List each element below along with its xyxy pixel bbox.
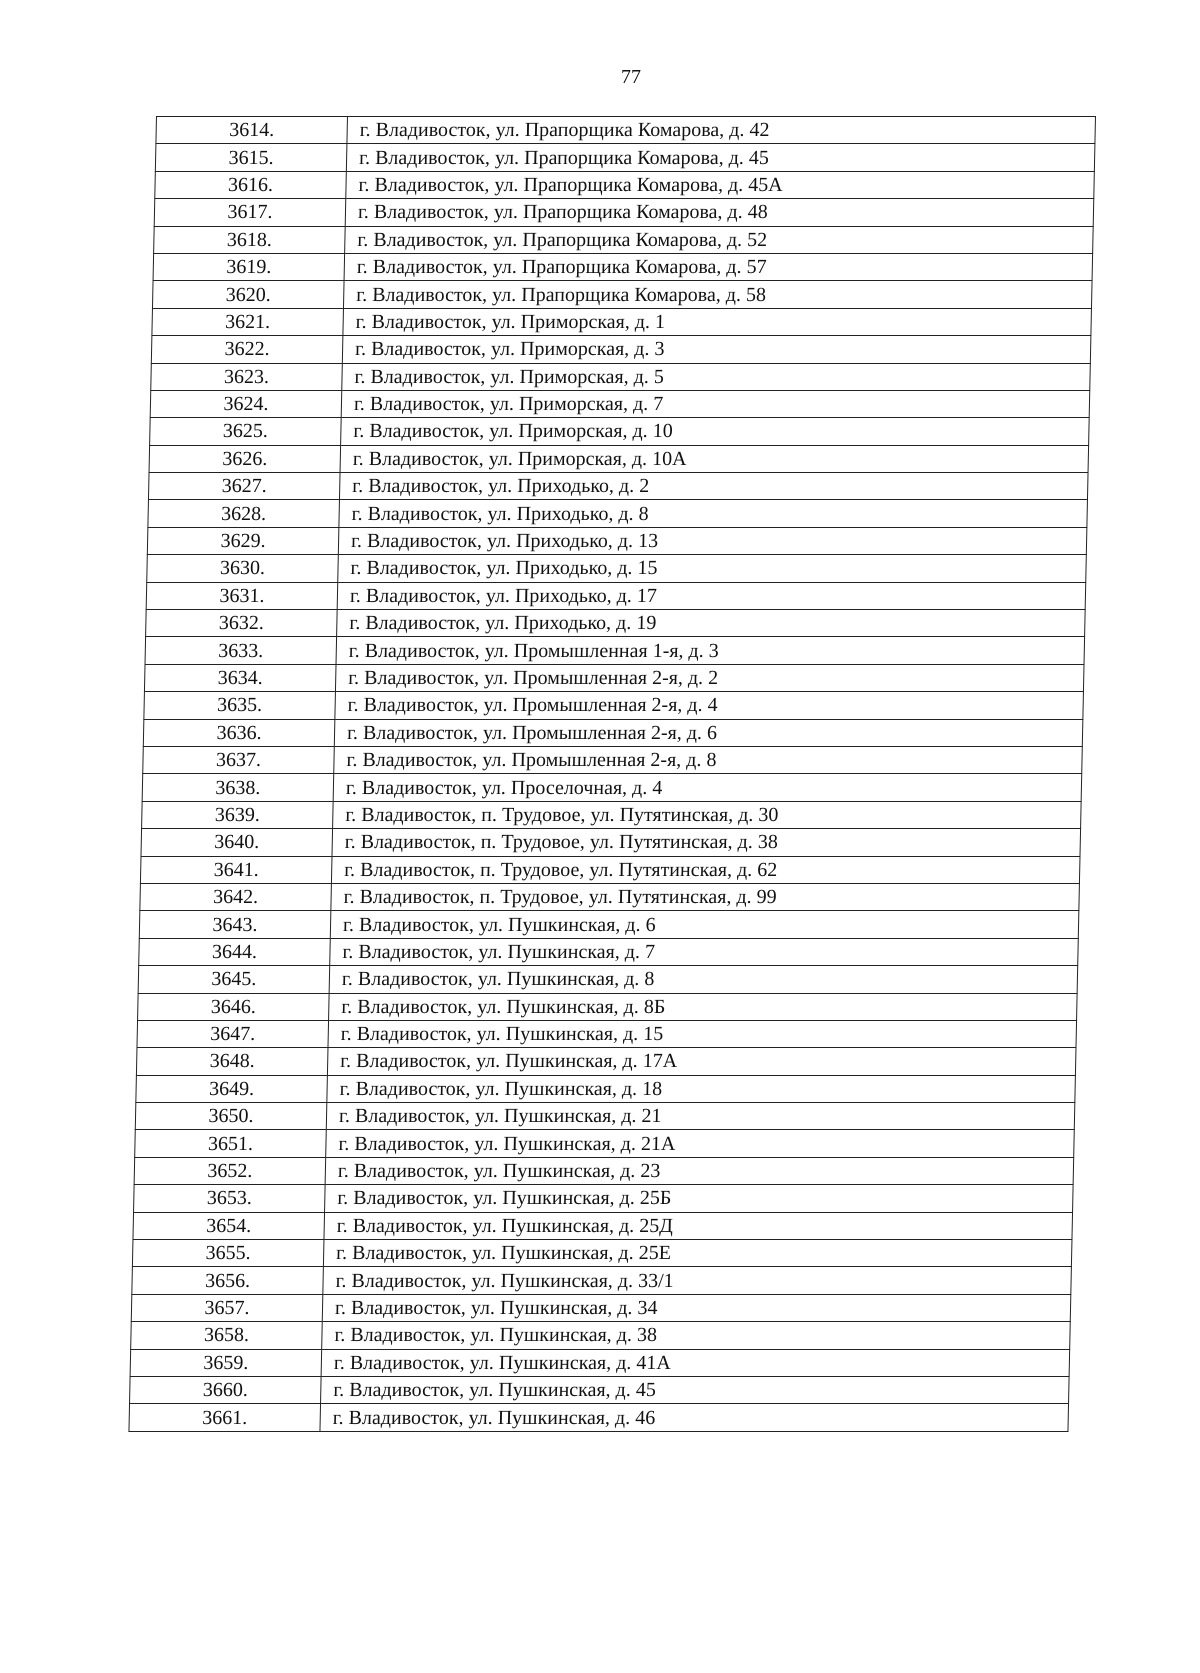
row-number-cell: 3654. [133, 1212, 325, 1239]
table-row [136, 1048, 1076, 1075]
address-cell: г. Владивосток, ул. Пушкинская, д. 41А [321, 1349, 1070, 1376]
address-cell: г. Владивосток, ул. Прапорщика Комарова, д. 58 [343, 281, 1092, 308]
row-number-cell: 3622. [151, 336, 343, 363]
row-number-cell: 3658. [131, 1322, 323, 1349]
address-cell: г. Владивосток, ул. Прапорщика Комарова, д. 45 [346, 144, 1095, 171]
address-cell: г. Владивосток, ул. Промышленная 2-я, д. 6 [334, 719, 1083, 746]
row-number-cell: 3614. [156, 117, 348, 144]
table-row [138, 966, 1078, 993]
table-row [132, 1240, 1072, 1267]
address-cell: г. Владивосток, ул. Пушкинская, д. 38 [322, 1322, 1071, 1349]
table-row [150, 390, 1090, 417]
address-cell: г. Владивосток, ул. Приходько, д. 2 [339, 473, 1088, 500]
table-row [152, 308, 1092, 335]
row-number-cell: 3653. [134, 1185, 326, 1212]
address-cell: г. Владивосток, ул. Проселочная, д. 4 [333, 774, 1082, 801]
table-row [156, 117, 1096, 144]
table-row [151, 336, 1091, 363]
row-number-cell: 3630. [147, 555, 339, 582]
row-number-cell: 3623. [151, 363, 343, 390]
address-cell: г. Владивосток, ул. Прапорщика Комарова, д. 42 [347, 117, 1096, 144]
address-cell: г. Владивосток, ул. Пушкинская, д. 18 [327, 1075, 1076, 1102]
table-row [155, 144, 1095, 171]
address-table-body [129, 117, 1096, 1432]
address-cell: г. Владивосток, ул. Пушкинская, д. 6 [330, 911, 1079, 938]
row-number-cell: 3645. [138, 966, 330, 993]
address-cell: г. Владивосток, ул. Приморская, д. 10А [340, 445, 1089, 472]
row-number-cell: 3616. [155, 171, 347, 198]
address-cell: г. Владивосток, ул. Пушкинская, д. 45 [321, 1376, 1070, 1403]
table-row [148, 473, 1088, 500]
table-row [131, 1294, 1071, 1321]
address-cell: г. Владивосток, ул. Приходько, д. 8 [339, 500, 1088, 527]
page-number: 77 [621, 66, 641, 88]
table-row [153, 253, 1093, 280]
row-number-cell: 3659. [130, 1349, 322, 1376]
table-row [134, 1185, 1074, 1212]
row-number-cell: 3655. [132, 1240, 324, 1267]
address-cell: г. Владивосток, ул. Пушкинская, д. 7 [330, 938, 1079, 965]
table-row [140, 856, 1080, 883]
table-row [152, 281, 1092, 308]
address-cell: г. Владивосток, ул. Пушкинская, д. 21А [326, 1130, 1075, 1157]
table-row [141, 829, 1081, 856]
table-row [134, 1157, 1074, 1184]
table-row [130, 1349, 1070, 1376]
row-number-cell: 3642. [140, 883, 332, 910]
address-cell: г. Владивосток, ул. Пушкинская, д. 33/1 [323, 1267, 1072, 1294]
row-number-cell: 3624. [150, 390, 342, 417]
table-row [132, 1267, 1072, 1294]
address-cell: г. Владивосток, ул. Пушкинская, д. 21 [326, 1103, 1075, 1130]
address-cell: г. Владивосток, ул. Приходько, д. 13 [338, 527, 1087, 554]
address-cell: г. Владивосток, ул. Пушкинская, д. 34 [322, 1294, 1071, 1321]
table-row [136, 1075, 1076, 1102]
row-number-cell: 3618. [154, 226, 346, 253]
address-cell: г. Владивосток, п. Трудовое, ул. Путятинская, д. 38 [332, 829, 1081, 856]
address-table-wrapper [128, 116, 1096, 1432]
table-row [154, 199, 1094, 226]
address-cell: г. Владивосток, ул. Приморская, д. 3 [342, 336, 1091, 363]
row-number-cell: 3641. [140, 856, 332, 883]
address-cell: г. Владивосток, ул. Промышленная 2-я, д. 8 [334, 746, 1083, 773]
table-row [147, 555, 1087, 582]
table-row [148, 500, 1088, 527]
address-cell: г. Владивосток, ул. Прапорщика Комарова, д. 48 [345, 199, 1094, 226]
address-cell: г. Владивосток, ул. Промышленная 2-я, д. 4 [335, 692, 1084, 719]
table-row [144, 692, 1084, 719]
row-number-cell: 3651. [135, 1130, 327, 1157]
address-cell: г. Владивосток, ул. Пушкинская, д. 15 [328, 1020, 1077, 1047]
address-cell: г. Владивосток, п. Трудовое, ул. Путятинская, д. 30 [333, 801, 1082, 828]
row-number-cell: 3660. [130, 1376, 322, 1403]
address-cell: г. Владивосток, ул. Промышленная 2-я, д. 2 [335, 664, 1084, 691]
table-row [147, 527, 1087, 554]
table-row [129, 1404, 1069, 1431]
row-number-cell: 3625. [150, 418, 342, 445]
row-number-cell: 3619. [153, 253, 345, 280]
row-number-cell: 3627. [148, 473, 340, 500]
row-number-cell: 3650. [135, 1103, 327, 1130]
row-number-cell: 3647. [137, 1020, 329, 1047]
table-row [144, 664, 1084, 691]
table-row [139, 911, 1079, 938]
table-row [133, 1212, 1073, 1239]
table-row [145, 637, 1085, 664]
row-number-cell: 3657. [131, 1294, 323, 1321]
address-cell: г. Владивосток, ул. Пушкинская, д. 25Д [324, 1212, 1073, 1239]
row-number-cell: 3649. [136, 1075, 328, 1102]
table-row [146, 582, 1086, 609]
row-number-cell: 3628. [148, 500, 340, 527]
row-number-cell: 3646. [138, 993, 330, 1020]
address-cell: г. Владивосток, ул. Пушкинская, д. 23 [325, 1157, 1074, 1184]
row-number-cell: 3621. [152, 308, 344, 335]
table-row [155, 171, 1095, 198]
table-row [151, 363, 1091, 390]
table-row [139, 938, 1079, 965]
row-number-cell: 3639. [142, 801, 334, 828]
address-cell: г. Владивосток, ул. Приморская, д. 7 [341, 390, 1090, 417]
address-table [128, 116, 1096, 1432]
table-row [143, 746, 1083, 773]
table-row [135, 1130, 1075, 1157]
address-cell: г. Владивосток, ул. Приморская, д. 1 [343, 308, 1092, 335]
row-number-cell: 3633. [145, 637, 337, 664]
address-cell: г. Владивосток, ул. Приморская, д. 10 [341, 418, 1090, 445]
table-row [146, 610, 1086, 637]
address-cell: г. Владивосток, п. Трудовое, ул. Путятинская, д. 99 [331, 883, 1080, 910]
address-cell: г. Владивосток, ул. Прапорщика Комарова, д. 52 [345, 226, 1094, 253]
row-number-cell: 3626. [149, 445, 341, 472]
address-cell: г. Владивосток, ул. Приходько, д. 17 [337, 582, 1086, 609]
table-row [131, 1322, 1071, 1349]
row-number-cell: 3661. [129, 1404, 321, 1431]
address-cell: г. Владивосток, ул. Пушкинская, д. 25Е [323, 1240, 1072, 1267]
table-row [140, 883, 1080, 910]
address-cell: г. Владивосток, п. Трудовое, ул. Путятинская, д. 62 [331, 856, 1080, 883]
row-number-cell: 3644. [139, 938, 331, 965]
row-number-cell: 3637. [143, 746, 335, 773]
row-number-cell: 3629. [147, 527, 339, 554]
address-cell: г. Владивосток, ул. Пушкинская, д. 8 [329, 966, 1078, 993]
row-number-cell: 3631. [146, 582, 338, 609]
table-row [154, 226, 1094, 253]
table-row [135, 1103, 1075, 1130]
address-cell: г. Владивосток, ул. Приходько, д. 15 [338, 555, 1087, 582]
row-number-cell: 3615. [155, 144, 347, 171]
address-cell: г. Владивосток, ул. Прапорщика Комарова, д. 45А [346, 171, 1095, 198]
address-cell: г. Владивосток, ул. Пушкинская, д. 25Б [325, 1185, 1074, 1212]
row-number-cell: 3635. [144, 692, 336, 719]
row-number-cell: 3617. [154, 199, 346, 226]
table-row [130, 1376, 1070, 1403]
row-number-cell: 3636. [143, 719, 335, 746]
table-row [143, 719, 1083, 746]
row-number-cell: 3656. [132, 1267, 324, 1294]
row-number-cell: 3632. [146, 610, 338, 637]
row-number-cell: 3643. [139, 911, 331, 938]
address-cell: г. Владивосток, ул. Промышленная 1-я, д. 3 [336, 637, 1085, 664]
table-row [142, 801, 1082, 828]
table-row [137, 1020, 1077, 1047]
row-number-cell: 3652. [134, 1157, 326, 1184]
row-number-cell: 3620. [152, 281, 344, 308]
table-row [142, 774, 1082, 801]
address-cell: г. Владивосток, ул. Пушкинская, д. 17А [327, 1048, 1076, 1075]
row-number-cell: 3634. [144, 664, 336, 691]
address-cell: г. Владивосток, ул. Приморская, д. 5 [342, 363, 1091, 390]
address-cell: г. Владивосток, ул. Пушкинская, д. 8Б [329, 993, 1078, 1020]
address-cell: г. Владивосток, ул. Приходько, д. 19 [337, 610, 1086, 637]
row-number-cell: 3640. [141, 829, 333, 856]
table-row [149, 445, 1089, 472]
row-number-cell: 3648. [136, 1048, 328, 1075]
table-row [138, 993, 1078, 1020]
address-cell: г. Владивосток, ул. Пушкинская, д. 46 [320, 1404, 1069, 1431]
address-cell: г. Владивосток, ул. Прапорщика Комарова, д. 57 [344, 253, 1093, 280]
row-number-cell: 3638. [142, 774, 334, 801]
table-row [150, 418, 1090, 445]
